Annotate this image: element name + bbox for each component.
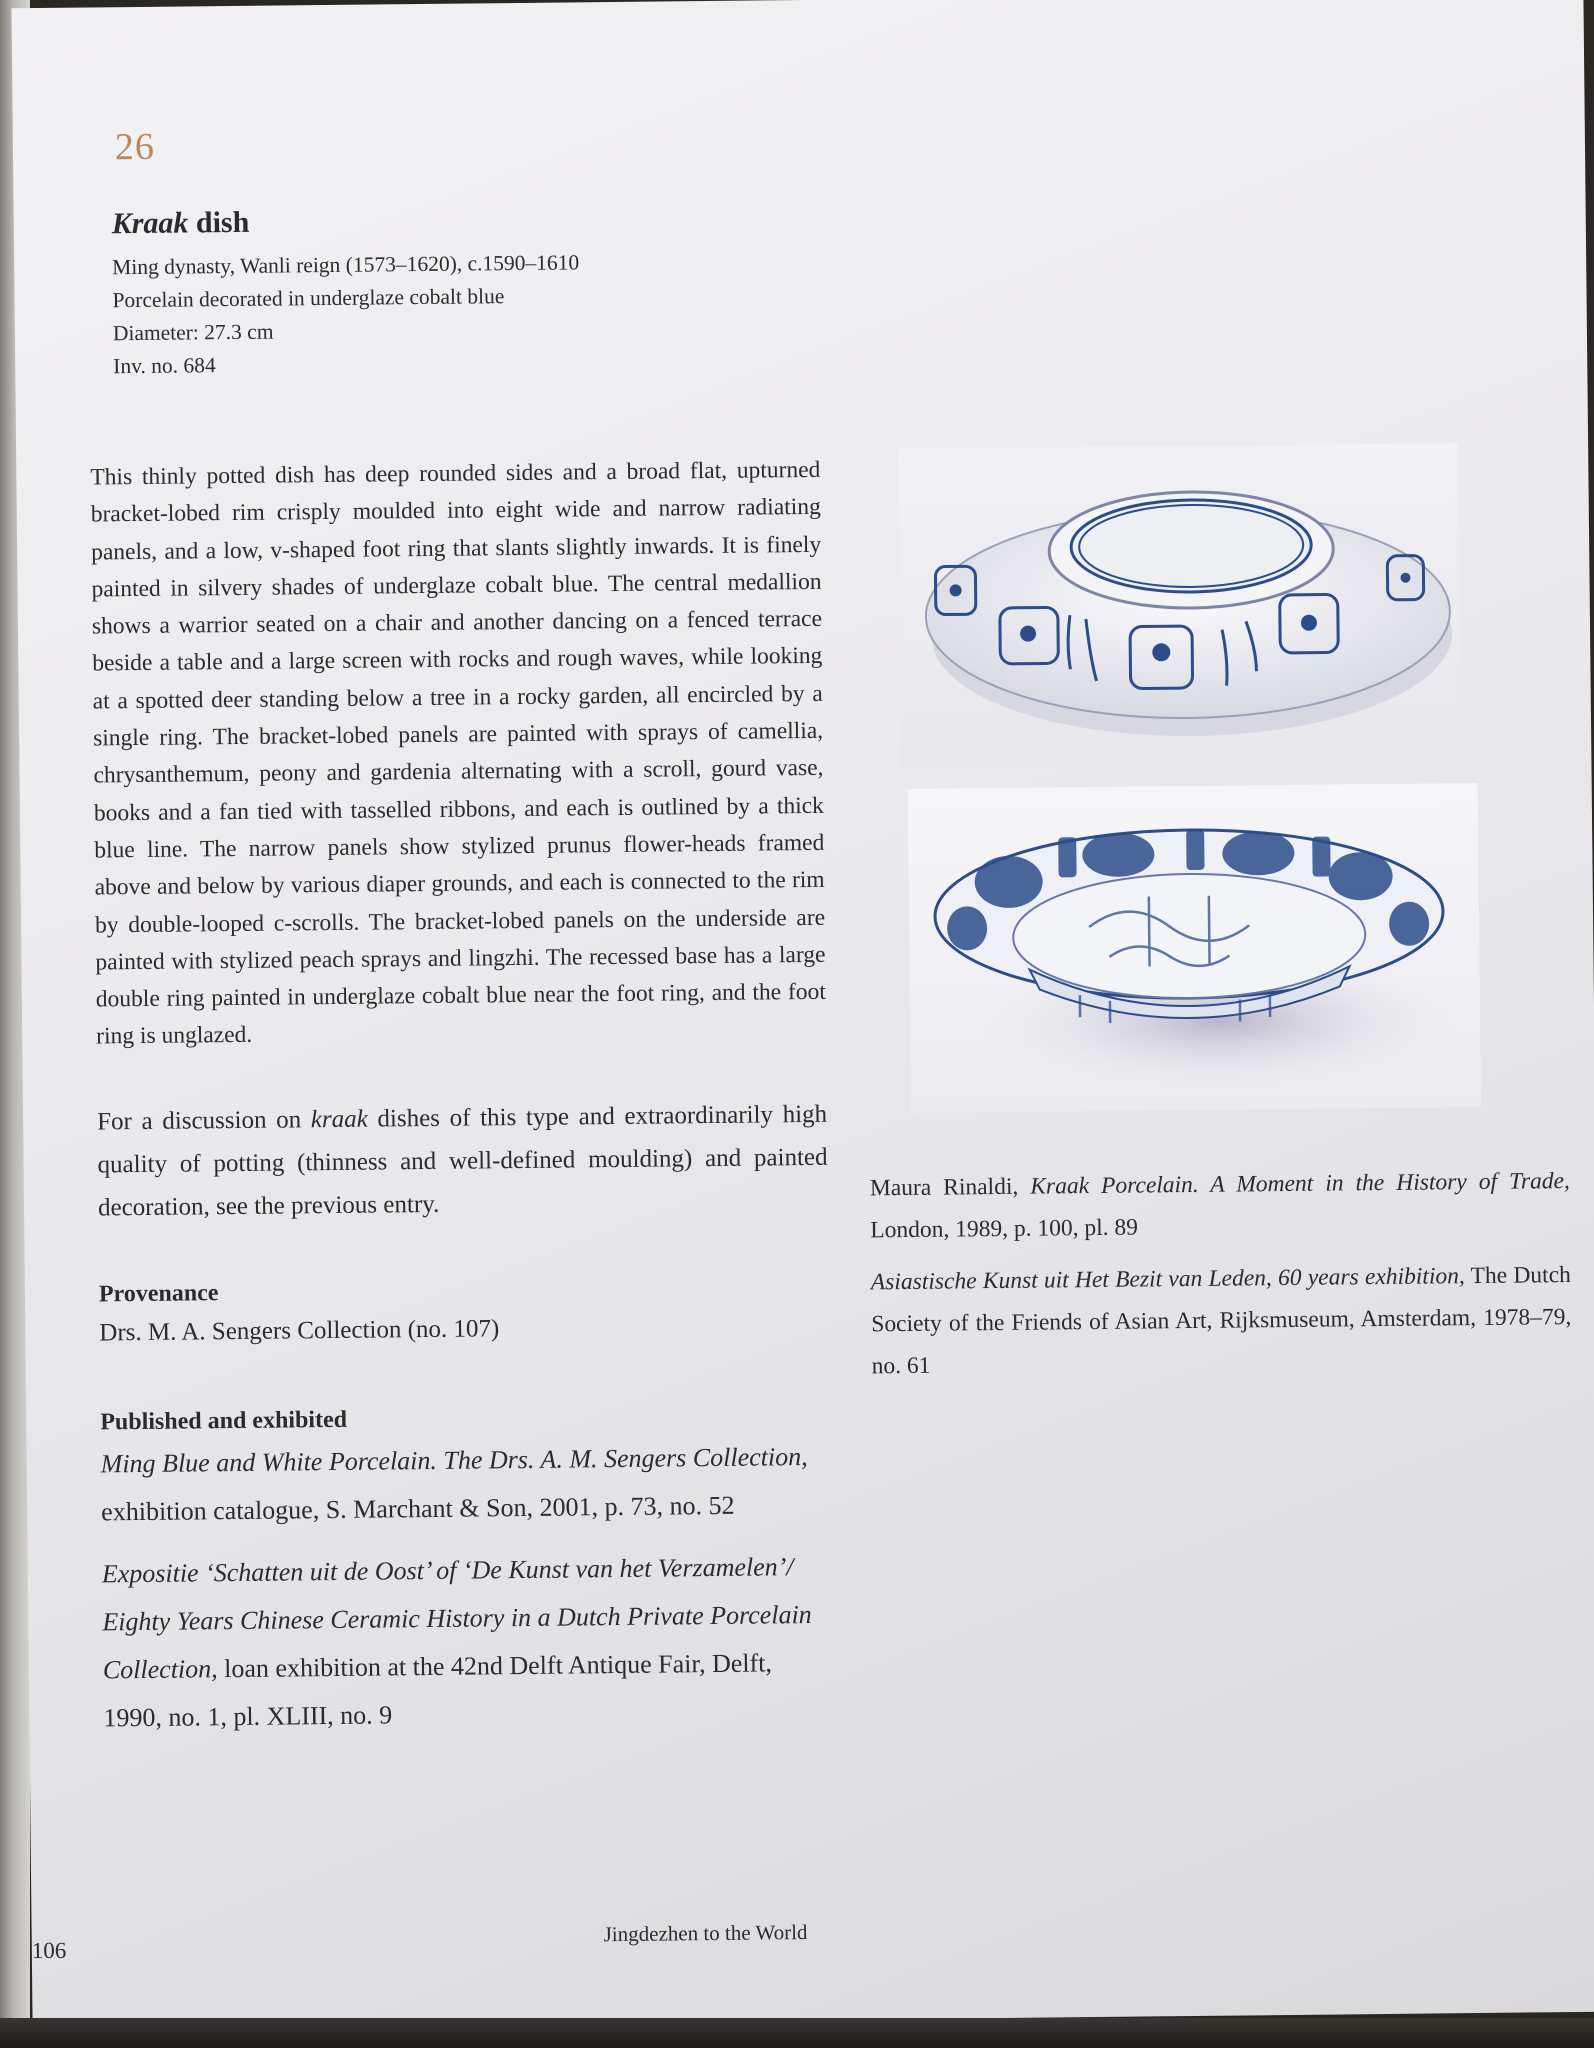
catalogue-page [11,0,1594,2028]
right-column [870,1160,1572,1397]
description-line: stylized prunus flower-heads framed above and below by various [94,829,825,901]
published-entry-details: loan exhibition at the 42nd Delft Antique Fair, Delft, 1990, no. 1, pl. XLIII, no. 9 [103,1648,773,1733]
description-line: chair and another dancing on a fenced terrace beside a table and a [92,606,823,677]
dish-underside-illustration [898,443,1461,767]
entry-title-rest: dish [188,205,250,240]
published-entry [870,1160,1571,1251]
entry-header [112,199,914,383]
description-line: large double ring painted in underglaze cobalt blue near the foot [95,941,826,1013]
provenance-text: Drs. M. A. Sengers Collection (no. 107) [99,1315,500,1347]
description-paragraph [90,452,826,1056]
description-line: slightly inwards. It is finely painted in silvery shades of underglaze [91,531,822,603]
left-column [90,452,834,1756]
provenance-heading: Provenance [98,1279,219,1308]
entry-title [112,199,912,241]
discussion-after: dishes of this type and extraordinarily high quality of potting (thinness and well-defined moulding) and painted decoration, see the previous entry. [97,1100,828,1222]
running-title: Jingdezhen to the World [603,1920,808,1947]
entry-title-italic: Kraak [111,206,189,241]
dish-top-photo [908,783,1481,1113]
description-line: camellia, chrysanthemum, peony and gardenia alternating with [93,717,824,789]
published-entry-title: Kraak Porcelain. A Moment in the History of Trade, [1030,1168,1570,1200]
published-entry-details: exhibition catalogue, S. Marchant & Son, 2001, p. 73, no. 52 [101,1490,735,1527]
published-entry [100,1433,831,1537]
meta-diameter: Diameter: 27.3 cm [112,319,274,346]
description-line: ring, and the foot ring is unglazed. [96,978,826,1050]
published-entry-details: The Dutch Society of the Friends of Asian Art, Rijksmuseum, Amsterdam, 1978–79, no. 61 [871,1262,1572,1380]
discussion-paragraph [97,1093,828,1230]
page-number: 106 [31,1937,67,1964]
description-line: and each is outlined by a thick blue line. The narrow panels show [94,792,824,864]
description-line: diaper grounds, and each is connected to the rim by double-looped [94,867,825,939]
published-entry-title: Ming Blue and White Porcelain. The Drs. A. M. Sengers Collection, [100,1441,808,1479]
meta-material: Porcelain decorated in underglaze cobalt blue [112,284,505,313]
published-entry-title: Asiastische Kunst uit Het Bezit van Leden, 60 years exhibition, [870,1263,1465,1296]
published-entry-author: Maura Rinaldi, [869,1173,1031,1202]
description-line: This thinly potted dish has deep rounded sides and a broad flat, [90,457,728,491]
published-heading: Published and exhibited [100,1406,348,1436]
published-entry [102,1543,834,1743]
description-line: single ring. The bracket-lobed panels are painted with sprays of [92,718,728,752]
published-entry-title: Expositie ‘Schatten uit de Oost’ of ‘De Kunst van het Verzamelen’/ Eighty Years Chinese Ceramic History in a Dutch Private Porcelain Collection, [101,1551,812,1685]
dish-top-illustration [908,783,1481,1113]
discussion-italic: kraak [310,1105,368,1133]
description-line: deer standing below a tree in a rocky garden, all encircled by a [211,680,823,714]
published-entry [871,1254,1572,1387]
description-line: cobalt blue. The central medallion shows a warrior seated on a [91,568,822,640]
published-entry-details: London, 1989, p. 100, pl. 89 [870,1214,1139,1244]
description-line: with stylized peach sprays and lingzhi. The recessed base has a [171,942,773,975]
description-line: upturned bracket-lobed rim crisply moulded into eight wide and [90,456,821,528]
catalogue-number: 26 [114,125,156,169]
book-edge [0,2018,1594,2048]
description-line: large screen with rocks and rough waves, while looking at a spotted [92,643,823,715]
description-line: c-scrolls. The bracket-lobed panels on the underside are painted [95,904,826,976]
meta-dynasty: Ming dynasty, Wanli reign (1573–1620), c.1590–1610 [112,250,580,280]
description-line: a scroll, gourd vase, books and a fan tied with tasselled ribbons, [93,755,824,827]
discussion-before: For a discussion on [96,1105,311,1136]
dish-underside-photo [898,443,1461,767]
meta-inventory: Inv. no. 684 [113,353,216,379]
description-line: narrow radiating panels, and a low, v-shaped foot ring that slants [91,494,821,566]
